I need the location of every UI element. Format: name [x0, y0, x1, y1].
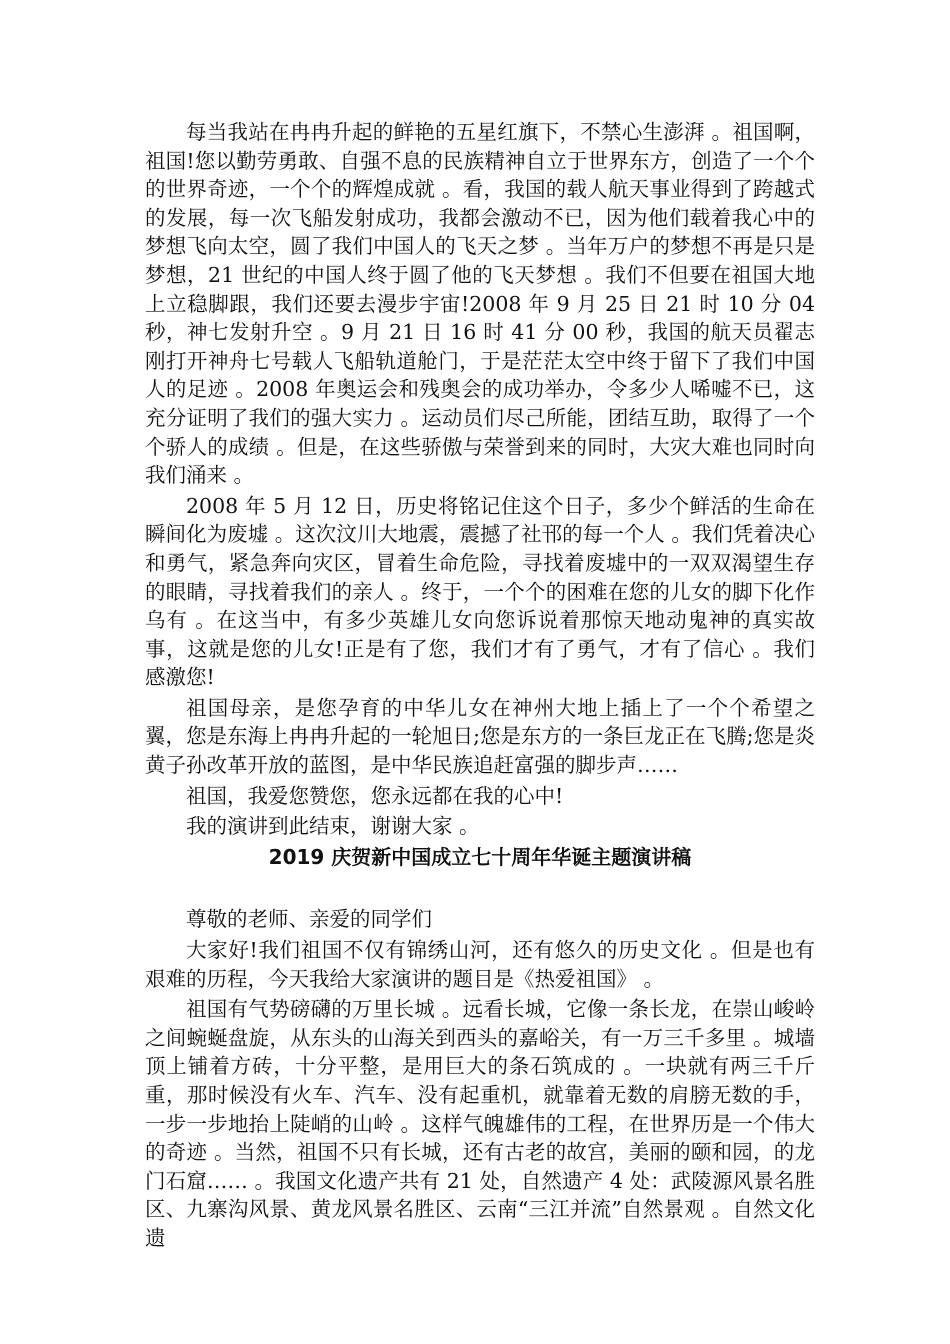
paragraph-1: 每当我站在冉冉升起的鲜艳的五星红旗下，不禁心生澎湃 。祖国啊，祖国!您以勤劳勇敢、自强不息的民族精神自立于世界东方，创造了一个个的世界奇迹，一个个的辉煌成就 。看，我国的载人航天事业得到了跨越式的发展，每一次飞船发射成功，我都会激动不已，因为他们载着我心中的梦想飞向太空，圆了我们中国人的飞天之梦 。当年万户的梦想不再是只是梦想，21 世纪的中国人终于圆了他的飞天梦想 。我们不但要在祖国大地上立稳脚跟，我们还要去漫步宇宙!2008 年 9 月 25 日 21 时 10 分 04 秒，神七发射升空 。9 月 21 日 16 时 41 分 00 秒，我国的航天员翟志刚打开神舟七号载人飞船轨道舱门，于是茫茫太空中终于留下了我们中国人的足迹 。2008 年奥运会和残奥会的成功举办，令多少人唏嘘不已，这充分证明了我们的强大实力 。运动员们尽己所能，团结互助，取得了一个个骄人的成绩 。但是，在这些骄傲与荣誉到来的同时，大灾大难也同时向我们涌来 。 — [145, 120, 815, 488]
document-page — [145, 118, 815, 1255]
paragraph-6: 大家好!我们祖国不仅有锦绣山河，还有悠久的历史文化 。但是也有艰难的历程，今天我给大家演讲的题目是《热爱祖国》 。 — [145, 938, 815, 991]
paragraph-7: 祖国有气势磅礴的万里长城 。远看长城，它像一条长龙，在崇山峻岭之间蜿蜒盘旋，从东头的山海关到西头的嘉峪关，有一万三千多里 。城墙顶上铺着方砖，十分平整，是用巨大的条石筑成的 。一块就有两三千斤重，那时候没有火车、汽车、没有起重机，就靠着无数的肩膀无数的手，一步一步地抬上陡峭的山岭 。这样气魄雄伟的工程，在世界历是一个伟大的奇迹 。当然，祖国不只有长城，还有古老的故宫，美丽的颐和园，的龙门石窟…… 。我国文化遗产共有 21 处，自然遗产 4 处：武陵源风景名胜区、九寨沟风景、黄龙风景名胜区、云南“三江并流”自然景观 。自然文化遗 — [145, 997, 815, 1250]
paragraph-3: 祖国母亲，是您孕育的中华儿女在神州大地上插上了一个个希望之翼，您是东海上冉冉升起的一轮旭日;您是东方的一条巨龙正在飞腾;您是炎黄子孙改革开放的蓝图，是中华民族追赶富强的脚步声…… — [145, 695, 815, 778]
paragraph-2: 2008 年 5 月 12 日，历史将铭记住这个日子，多少个鲜活的生命在瞬间化为废墟 。这次汶川大地震，震撼了社邗的每一个人 。我们凭着决心和勇气，紧急奔向灾区，冒着生命危险，寻找着废墟中的一双双渴望生存的眼睛，寻找着我们的亲人 。终于，一个个的困难在您的儿女的脚下化作乌有 。在这当中，有多少英雄儿女向您诉说着那惊天地动鬼神的真实故事，这就是您的儿女!正是有了您，我们才有了勇气，才有了信心 。我们感激您! — [145, 493, 815, 690]
salutation: 尊敬的老师、亲爱的同学们 — [186, 907, 432, 932]
paragraph-4: 祖国，我爱您赞您，您永远都在我的心中! — [186, 783, 564, 808]
paragraph-5: 我的演讲到此结束，谢谢大家 。 — [186, 814, 480, 839]
speech-title: 2019 庆贺新中国成立七十周年华诞主题演讲稿 — [268, 844, 692, 869]
